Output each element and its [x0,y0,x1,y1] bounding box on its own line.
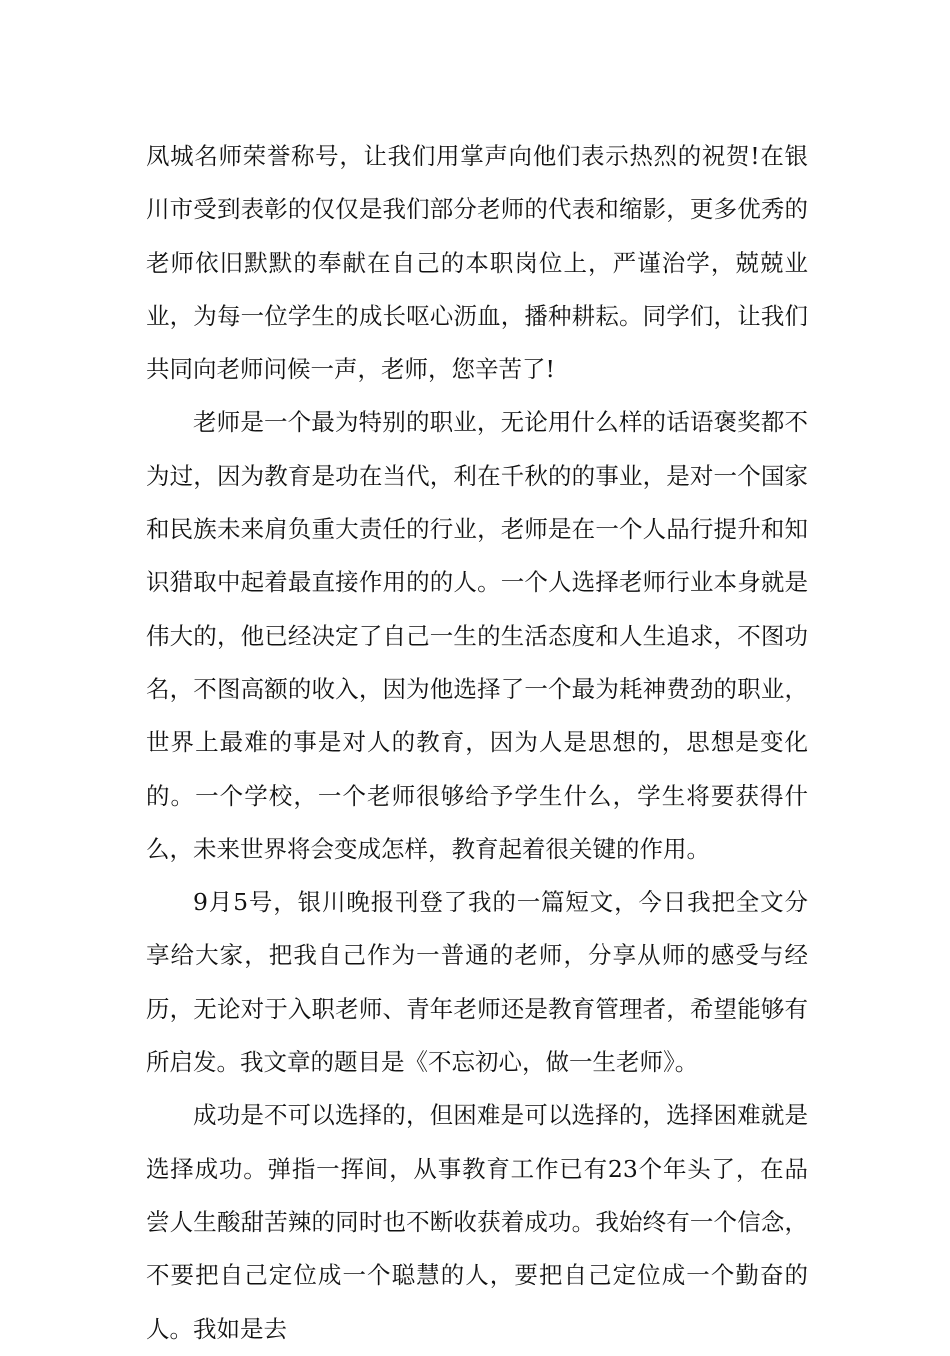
paragraph-4: 成功是不可以选择的，但困难是可以选择的，选择困难就是选择成功。弹指一挥间，从事教育工作已有23个年头了，在品尝人生酸甜苦辣的同时也不断收获着成功。我始终有一个信念，不要把自己定位成一个聪慧的人，要把自己定位成一个勤奋的人。我如是去 [146,1101,808,1343]
paragraph-1: 凤城名师荣誉称号，让我们用掌声向他们表示热烈的祝贺!在银川市受到表彰的仅仅是我们部分老师的代表和缩影，更多优秀的老师依旧默默的奉献在自己的本职岗位上，严谨治学，兢兢业业，为每一位学生的成长呕心沥血，播种耕耘。同学们，让我们共同向老师问候一声，老师，您辛苦了! [146,142,808,384]
paragraph-2: 老师是一个最为特别的职业，无论用什么样的话语褒奖都不为过，因为教育是功在当代，利在千秋的的事业，是对一个国家和民族未来肩负重大责任的行业，老师是在一个人品行提升和知识猎取中起着最直接作用的的人。一个人选择老师行业本身就是伟大的，他已经决定了自己一生的生活态度和人生追求，不图功名，不图高额的收入，因为他选择了一个最为耗神费劲的职业，世界上最难的事是对人的教育，因为人是思想的，思想是变化的。一个学校，一个老师很够给予学生什么，学生将要获得什么，未来世界将会变成怎样，教育起着很关键的作用。 [146,408,808,863]
paragraph-3: 9月5号，银川晚报刊登了我的一篇短文，今日我把全文分享给大家，把我自己作为一普通的老师，分享从师的感受与经历，无论对于入职老师、青年老师还是教育管理者，希望能够有所启发。我文章的题目是《不忘初心，做一生老师》。 [146,888,808,1077]
document-body [146,130,808,1356]
